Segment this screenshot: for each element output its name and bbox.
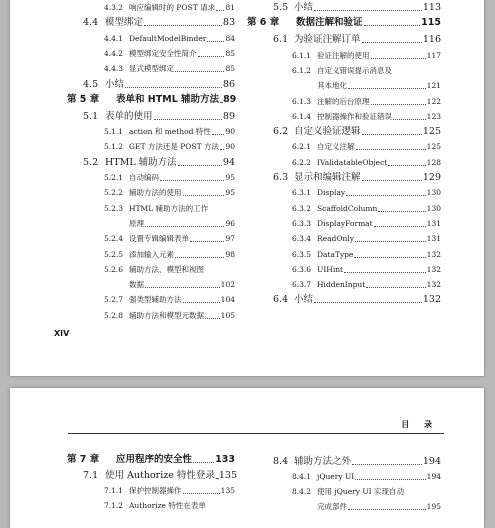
toc-entry-title: HTML 辅助方法 bbox=[105, 156, 177, 168]
leader-dots bbox=[378, 203, 425, 212]
leader-dots bbox=[220, 94, 222, 103]
toc-entry-title: IValidatableObject bbox=[317, 157, 388, 167]
toc-entry-continuation bbox=[317, 501, 441, 513]
toc-entry-number: 6.1.4 bbox=[292, 111, 312, 121]
toc-entry-number: 5.2.6 bbox=[104, 264, 124, 274]
toc-entry-page: 132 bbox=[426, 249, 441, 259]
leader-dots bbox=[205, 310, 220, 319]
toc-entry-title: 保护控制器操作 bbox=[129, 486, 182, 495]
toc-entry-title: HiddenInput bbox=[317, 280, 366, 290]
toc-entry bbox=[104, 310, 235, 322]
toc-entry-number: 5.5 bbox=[273, 2, 289, 13]
leader-dots bbox=[216, 2, 224, 11]
leader-dots bbox=[145, 218, 224, 227]
leader-dots bbox=[175, 249, 224, 258]
toc-entry-number: 5.2.4 bbox=[104, 234, 124, 244]
toc-entry bbox=[292, 50, 441, 62]
toc-entry-page: 86 bbox=[222, 78, 235, 90]
toc-entry-title: DisplayFormat bbox=[317, 218, 373, 228]
leader-dots bbox=[362, 34, 422, 43]
toc-entry-number: 6.1.3 bbox=[292, 96, 312, 106]
toc-entry-title-cont: 完成部件 bbox=[317, 502, 347, 511]
toc-entry bbox=[273, 294, 441, 306]
toc-entry-title: 自定义验证逻辑 bbox=[294, 126, 361, 138]
toc-entry-title: 自定义注解 bbox=[317, 142, 355, 152]
toc-entry bbox=[273, 456, 441, 468]
leader-dots bbox=[220, 141, 224, 150]
toc-entry-number: 6.3.3 bbox=[292, 218, 312, 228]
toc-entry bbox=[292, 157, 441, 169]
toc-entry-number: 5.2 bbox=[83, 156, 99, 168]
leader-dots bbox=[366, 279, 425, 288]
leader-dots bbox=[145, 279, 220, 288]
toc-entry-page: 194 bbox=[426, 472, 441, 481]
toc-entry-page: 85 bbox=[225, 48, 235, 58]
leader-dots bbox=[354, 249, 425, 258]
toc-entry bbox=[273, 2, 441, 14]
toc-entry-page: 96 bbox=[225, 218, 235, 228]
leader-dots bbox=[314, 2, 422, 11]
toc-entry-number: 4.4 bbox=[83, 17, 99, 29]
toc-entry-title: 小结 bbox=[294, 2, 314, 13]
toc-entry-number: 6.2.2 bbox=[292, 157, 312, 167]
toc-entry-number: 6.3.4 bbox=[292, 234, 312, 244]
toc-entry-page: 90 bbox=[225, 142, 235, 152]
toc-entry-page: 122 bbox=[426, 96, 441, 106]
toc-entry-page: 131 bbox=[426, 218, 441, 228]
toc-page-bottom bbox=[10, 388, 484, 528]
toc-entry-page: 83 bbox=[222, 17, 235, 29]
toc-entry-number: 第 5 章 bbox=[67, 93, 100, 105]
toc-entry-page: 94 bbox=[222, 156, 235, 168]
toc-entry-page: 195 bbox=[426, 502, 441, 511]
toc-entry-page: 129 bbox=[422, 172, 441, 183]
leader-dots bbox=[352, 456, 422, 465]
toc-entry bbox=[104, 141, 235, 153]
toc-entry-page: 102 bbox=[220, 280, 235, 290]
leader-dots bbox=[356, 141, 426, 150]
toc-entry bbox=[292, 96, 441, 108]
toc-entry bbox=[104, 485, 235, 497]
toc-entry-title-cont: 其本地化 bbox=[317, 81, 347, 91]
toc-entry bbox=[292, 249, 441, 261]
toc-entry bbox=[83, 157, 235, 169]
toc-entry-number: 6.2 bbox=[273, 126, 289, 138]
leader-dots bbox=[393, 111, 426, 120]
toc-entry-page: 132 bbox=[426, 280, 441, 290]
leader-dots bbox=[355, 471, 425, 480]
toc-entry-title: 使用 Authorize 特性登录 bbox=[105, 470, 215, 481]
toc-entry-title: 小结 bbox=[105, 78, 125, 90]
toc-entry bbox=[247, 17, 441, 29]
leader-dots bbox=[348, 501, 426, 510]
toc-entry-title: 强类型辅助方法 bbox=[129, 295, 182, 305]
toc-entry-page: 130 bbox=[426, 203, 441, 213]
toc-entry bbox=[104, 2, 235, 14]
toc-entry-number: 8.4.1 bbox=[292, 472, 312, 481]
toc-entry-title: HTML 辅助方法的工作 bbox=[129, 203, 209, 213]
leader-dots bbox=[362, 126, 422, 135]
toc-entry bbox=[104, 233, 235, 245]
toc-entry bbox=[104, 33, 235, 45]
toc-entry-title: 添加输入元素 bbox=[129, 249, 174, 259]
toc-entry-number: 6.3.2 bbox=[292, 203, 312, 213]
toc-entry-page: 123 bbox=[426, 111, 441, 121]
leader-dots bbox=[371, 96, 426, 105]
toc-entry-number: 6.3.1 bbox=[292, 188, 312, 198]
toc-entry-title: 自动编码 bbox=[129, 173, 159, 182]
toc-entry-title: ScaffoldColumn bbox=[317, 203, 378, 213]
toc-entry-number: 7.1.1 bbox=[104, 486, 124, 495]
toc-entry-number: 6.1.2 bbox=[292, 65, 312, 75]
toc-entry-page: 121 bbox=[426, 81, 441, 91]
leader-dots bbox=[344, 264, 426, 273]
toc-entry-number: 6.1.1 bbox=[292, 50, 312, 60]
toc-entry-number: 4.4.2 bbox=[104, 48, 124, 58]
leader-dots bbox=[374, 218, 426, 227]
toc-entry bbox=[273, 126, 441, 138]
toc-entry-page: 113 bbox=[422, 2, 441, 13]
toc-entry-title: 验证注解的使用 bbox=[317, 50, 370, 60]
toc-entry-page: 117 bbox=[426, 50, 441, 60]
toc-entry-page: 131 bbox=[426, 234, 441, 244]
toc-entry-continuation bbox=[129, 218, 235, 230]
toc-entry-number: 6.1 bbox=[273, 34, 289, 46]
toc-entry-title: 显示和编辑注解 bbox=[294, 172, 361, 183]
leader-dots bbox=[178, 157, 222, 166]
toc-entry-title: 显式模型绑定 bbox=[129, 64, 174, 74]
toc-entry-number: 第 7 章 bbox=[67, 454, 100, 465]
toc-entry-number: 4.4.1 bbox=[104, 33, 124, 43]
toc-entry-page: 125 bbox=[422, 126, 441, 138]
leader-dots bbox=[362, 172, 422, 181]
toc-entry-title: 设置专辑编辑表单 bbox=[129, 234, 189, 244]
toc-entry-page: 97 bbox=[225, 234, 235, 244]
toc-entry-page: 128 bbox=[426, 157, 441, 167]
toc-entry-page: 135 bbox=[220, 486, 235, 495]
toc-entry bbox=[292, 203, 441, 215]
toc-entry-page: 89 bbox=[222, 110, 235, 122]
toc-entry-number: 第 6 章 bbox=[247, 17, 280, 29]
leader-dots bbox=[314, 294, 422, 303]
toc-entry-page: 115 bbox=[421, 17, 441, 29]
toc-entry-number: 8.4 bbox=[273, 456, 289, 467]
toc-entry bbox=[104, 63, 235, 75]
toc-entry-page: 105 bbox=[220, 310, 235, 320]
toc-entry-page: 116 bbox=[422, 34, 441, 46]
toc-entry-number: 6.2.1 bbox=[292, 142, 312, 152]
toc-entry-page: 85 bbox=[225, 64, 235, 74]
leader-dots bbox=[355, 233, 426, 242]
toc-entry-title: 自定义错误提示消息及 bbox=[317, 65, 392, 75]
toc-entry bbox=[104, 126, 235, 138]
leader-dots bbox=[212, 126, 225, 135]
toc-entry bbox=[104, 48, 235, 60]
leader-dots bbox=[175, 63, 224, 72]
toc-entry-page: 135 bbox=[218, 470, 238, 481]
toc-entry-page: 89 bbox=[223, 93, 237, 105]
toc-entry-number: 7.1.2 bbox=[104, 501, 124, 510]
toc-entry-title-cont: 数据 bbox=[129, 280, 144, 290]
toc-entry-number: 6.3 bbox=[273, 172, 289, 183]
toc-entry-number: 5.1.2 bbox=[104, 142, 124, 152]
toc-entry-number: 4.3.2 bbox=[104, 3, 124, 12]
toc-entry-page: 84 bbox=[225, 33, 235, 43]
leader-dots bbox=[183, 485, 220, 494]
toc-entry bbox=[67, 94, 235, 106]
toc-entry-title: 辅助方法的使用 bbox=[129, 188, 182, 198]
toc-entry-number: 6.3.6 bbox=[292, 264, 312, 274]
leader-dots bbox=[144, 17, 222, 26]
toc-entry bbox=[67, 454, 235, 466]
toc-entry-title: 辅助方法、模型和视图 bbox=[129, 264, 204, 274]
toc-entry-title: action 和 method 特性 bbox=[129, 127, 211, 137]
toc-entry bbox=[292, 111, 441, 123]
running-header: 目 录 bbox=[401, 420, 438, 429]
toc-entry bbox=[292, 141, 441, 153]
toc-entry bbox=[104, 187, 235, 199]
leader-dots bbox=[364, 17, 421, 26]
leader-dots bbox=[371, 50, 426, 59]
toc-entry bbox=[104, 500, 235, 512]
toc-entry bbox=[83, 79, 235, 91]
toc-entry bbox=[83, 470, 238, 482]
toc-entry-page: 132 bbox=[422, 294, 441, 306]
leader-dots bbox=[348, 80, 426, 89]
toc-entry-page: 130 bbox=[426, 188, 441, 198]
toc-entry-title: ReadOnly bbox=[317, 234, 354, 244]
toc-entry-title: jQuery UI bbox=[317, 472, 355, 481]
toc-entry-page: 95 bbox=[225, 188, 235, 198]
toc-entry bbox=[104, 172, 235, 184]
toc-entry-number: 5.2.8 bbox=[104, 310, 124, 320]
toc-entry-title: 辅助方法之外 bbox=[294, 456, 352, 467]
leader-dots bbox=[125, 79, 222, 88]
leader-dots bbox=[160, 172, 224, 181]
toc-entry-title: 为验证注解订单 bbox=[294, 34, 361, 46]
toc-entry-title: 模型绑定 bbox=[105, 17, 144, 29]
toc-entry-title: 使用 jQuery UI 实现自动 bbox=[317, 487, 405, 496]
toc-entry bbox=[273, 34, 441, 46]
toc-entry-title: 辅助方法和模型元数据 bbox=[129, 310, 204, 320]
toc-entry-title: GET 方法还是 POST 方法 bbox=[129, 142, 219, 152]
toc-entry-number: 5.2.2 bbox=[104, 188, 124, 198]
toc-entry-title: DataType bbox=[317, 249, 354, 259]
toc-entry-number: 6.3.7 bbox=[292, 280, 312, 290]
toc-entry-number: 5.2.1 bbox=[104, 173, 124, 182]
toc-entry-title-cont: 原理 bbox=[129, 218, 144, 228]
toc-entry-number: 6.4 bbox=[273, 294, 289, 306]
toc-entry bbox=[104, 203, 235, 215]
toc-entry bbox=[292, 65, 441, 77]
toc-entry-title: 注解的后台原理 bbox=[317, 96, 370, 106]
toc-entry-title: 小结 bbox=[294, 294, 314, 306]
toc-entry-page: 194 bbox=[422, 456, 441, 467]
toc-entry-number: 5.1.1 bbox=[104, 127, 124, 137]
leader-dots bbox=[388, 157, 425, 166]
toc-entry bbox=[104, 264, 235, 276]
toc-entry bbox=[104, 294, 235, 306]
toc-entry-page: 125 bbox=[426, 142, 441, 152]
toc-entry bbox=[292, 233, 441, 245]
toc-entry-title: 表单的使用 bbox=[105, 110, 153, 122]
toc-entry-title: UIHint bbox=[317, 264, 344, 274]
toc-entry-title: Display bbox=[317, 188, 346, 198]
leader-dots bbox=[207, 33, 224, 42]
toc-entry-continuation bbox=[317, 80, 441, 92]
toc-entry-number: 4.4.3 bbox=[104, 64, 124, 74]
toc-entry bbox=[83, 111, 235, 123]
toc-entry bbox=[292, 187, 441, 199]
toc-entry-number: 6.3.5 bbox=[292, 249, 312, 259]
toc-entry-page: 95 bbox=[225, 173, 235, 182]
leader-dots bbox=[183, 187, 225, 196]
toc-entry-title: 控制器操作和验证错误 bbox=[317, 111, 392, 121]
toc-entry bbox=[292, 264, 441, 276]
toc-entry-number: 7.1 bbox=[83, 470, 99, 481]
toc-entry bbox=[83, 17, 235, 29]
toc-entry bbox=[292, 218, 441, 230]
toc-entry-number: 5.2.5 bbox=[104, 249, 124, 259]
page-folio: XIV bbox=[54, 329, 70, 338]
toc-entry-number: 5.2.3 bbox=[104, 203, 124, 213]
leader-dots bbox=[193, 454, 214, 463]
leader-dots bbox=[198, 48, 225, 57]
toc-entry bbox=[273, 172, 441, 184]
toc-entry-title: 表单和 HTML 辅助方法 bbox=[116, 93, 220, 105]
toc-entry-title: 数据注解和验证 bbox=[296, 17, 363, 29]
toc-entry-page: 132 bbox=[426, 264, 441, 274]
toc-entry-title: DefaultModelBinder bbox=[129, 33, 207, 43]
toc-page-top bbox=[10, 0, 484, 376]
toc-entry-continuation bbox=[129, 279, 235, 291]
toc-entry-title: Authorize 特性在表单 bbox=[129, 501, 206, 510]
toc-entry-number: 5.2.7 bbox=[104, 295, 124, 305]
leader-dots bbox=[216, 470, 218, 479]
leader-dots bbox=[190, 233, 224, 242]
header-rule bbox=[68, 433, 444, 434]
toc-entry bbox=[104, 249, 235, 261]
toc-entry-page: 90 bbox=[225, 127, 235, 137]
leader-dots bbox=[346, 187, 426, 196]
toc-entry-page: 104 bbox=[220, 295, 235, 305]
toc-entry-page: 133 bbox=[215, 454, 235, 465]
toc-entry-title: 响应编辑时的 POST 请求 bbox=[129, 3, 216, 12]
toc-entry-page: 81 bbox=[225, 3, 235, 12]
toc-entry bbox=[292, 486, 441, 498]
leader-dots bbox=[154, 111, 222, 120]
toc-entry-number: 8.4.2 bbox=[292, 487, 312, 496]
toc-entry-title: 模型绑定安全性简介 bbox=[129, 48, 197, 58]
toc-entry-title: 应用程序的安全性 bbox=[116, 454, 193, 465]
toc-entry bbox=[292, 471, 441, 483]
toc-entry-number: 5.1 bbox=[83, 110, 99, 122]
toc-entry-number: 4.5 bbox=[83, 78, 99, 90]
leader-dots bbox=[183, 294, 220, 303]
toc-entry bbox=[292, 279, 441, 291]
toc-entry-page: 98 bbox=[225, 249, 235, 259]
